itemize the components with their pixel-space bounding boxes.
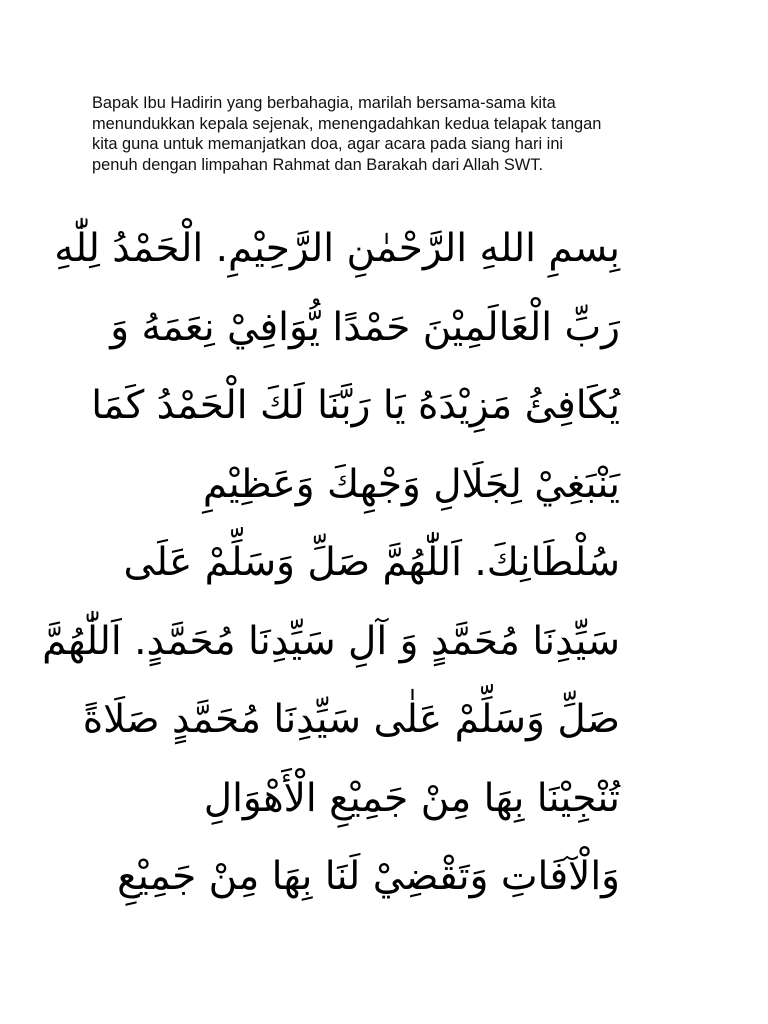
arabic-line: وَالْآفَاتِ وَتَقْضِيْ لَنَا بِهَا مِنْ جَمِيْعِ xyxy=(117,854,620,899)
intro-line: Bapak Ibu Hadirin yang berbahagia, marilah bersama-sama kita xyxy=(92,94,556,112)
intro-line: penuh dengan limpahan Rahmat dan Barakah dari Allah SWT. xyxy=(92,155,544,174)
arabic-line: يَنْبَغِيْ لِجَلَالِ وَجْهِكَ وَعَظِيْمِ xyxy=(202,461,620,507)
arabic-prayer-text xyxy=(42,210,620,917)
intro-line: kita guna untuk memanjatkan doa, agar acara pada siang hari ini xyxy=(92,135,564,154)
arabic-line: رَبِّ الْعَالَمِيْنَ حَمْدًا يُّوَافِيْ نِعَمَهُ وَ xyxy=(110,304,620,350)
arabic-line: بِسمِ اللهِ الرَّحْمٰنِ الرَّحِيْمِ. الْحَمْدُ لِلّٰهِ xyxy=(54,226,620,271)
arabic-line: صَلِّ وَسَلِّمْ عَلٰى سَيِّدِنَا مُحَمَّدٍ صَلَاةً xyxy=(82,697,620,742)
arabic-line: سَيِّدِنَا مُحَمَّدٍ وَ آلِ سَيِّدِنَا مُحَمَّدٍ. اَللّٰهُمَّ xyxy=(42,618,620,664)
arabic-line: سُلْطَانِكَ. اَللّٰهُمَّ صَلِّ وَسَلِّمْ عَلَى xyxy=(123,540,620,585)
intro-paragraph xyxy=(92,93,692,175)
arabic-line: يُكَافِئُ مَزِيْدَهُ يَا رَبَّنَا لَكَ الْحَمْدُ كَمَا xyxy=(91,383,620,428)
arabic-line: تُنْجِيْنَا بِهَا مِنْ جَمِيْعِ الْأَهْوَالِ xyxy=(203,775,620,821)
intro-line: menundukkan kepala sejenak, menengadahkan kedua telapak tangan xyxy=(92,114,602,133)
